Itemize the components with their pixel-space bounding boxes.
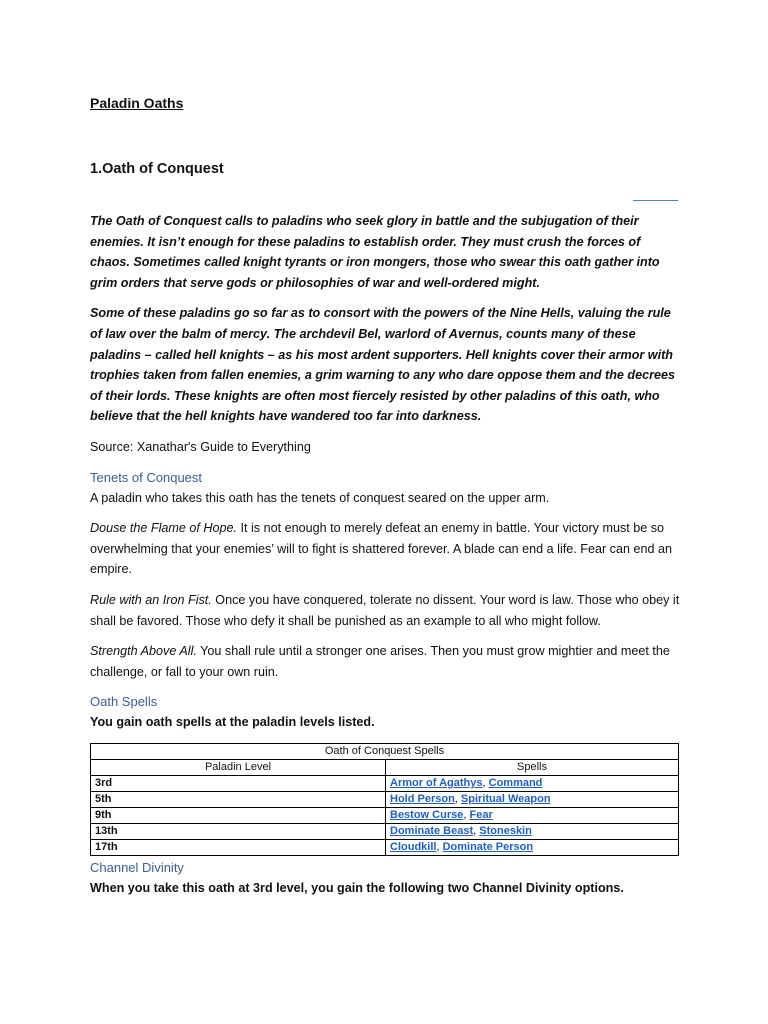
spell-link[interactable]: Fear (469, 808, 493, 821)
spell-link[interactable]: Armor of Agathys (390, 776, 483, 789)
tenet-paragraph (90, 590, 680, 631)
spell-link[interactable]: Stoneskin (479, 824, 532, 837)
intro-paragraph-1: The Oath of Conquest calls to paladins who seek glory in battle and the subjugation of their enemies. It isn’t enough for these paladins to establish order. They must crush the forces of chaos. Sometimes called knight tyrants or iron mongers, those who swear this oath gather into grim orders that serve gods or philosophies of war and well-ordered might. (90, 214, 660, 290)
tenet-paragraph (90, 518, 680, 580)
channel-divinity-heading: Channel Divinity (90, 859, 184, 875)
tenet-name: Strength Above All. (90, 644, 197, 659)
spells-cell (386, 791, 679, 807)
tenets-heading: Tenets of Conquest (90, 469, 203, 485)
tenet-text: You shall rule until a stronger one arises. Then you must grow mightier and meet the challenge, or fall to your own ruin. (90, 644, 670, 679)
spell-separator: , (436, 840, 443, 853)
spell-link[interactable]: Cloudkill (390, 840, 437, 853)
spells-cell (386, 823, 679, 839)
table-title: Oath of Conquest Spells (91, 743, 679, 759)
oath-spells-heading: Oath Spells (90, 694, 158, 710)
spells-cell (386, 807, 679, 823)
channel-divinity-intro: When you take this oath at 3rd level, you gain the following two Channel Divinity options. (90, 880, 624, 895)
level-cell: 9th (91, 807, 386, 823)
spells-cell (386, 775, 679, 791)
tenet-name: Rule with an Iron Fist. (90, 592, 212, 607)
tenet-text: It is not enough to merely defeat an enemy in battle. Your victory must be so overwhelming that your enemies’ will to fight is shattered forever. A blade can end a life. Fear can end an empire. (90, 521, 672, 577)
source-line: Source: Xanathar's Guide to Everything (90, 439, 311, 454)
spell-separator: , (473, 824, 480, 837)
spell-link[interactable]: Dominate Beast (390, 824, 474, 837)
tenet-text: Once you have conquered, tolerate no dissent. Your word is law. Those who obey it shall be favored. Those who defy it shall be punished as an example to all who might follow. (90, 592, 680, 628)
spell-link[interactable]: Bestow Curse (390, 808, 464, 821)
document-title: Paladin Oaths (90, 95, 184, 111)
tenet-paragraph (90, 641, 680, 682)
column-header-level: Paladin Level (91, 759, 386, 775)
body-content (90, 211, 680, 908)
oath-spells-table (90, 743, 679, 856)
table-row (91, 807, 679, 823)
column-header-spells: Spells (386, 759, 679, 775)
table-row (91, 823, 679, 839)
intro-paragraph-2: Some of these paladins go so far as to consort with the powers of the Nine Hells, valuing the rule of law over the balm of mercy. The archdevil Bel, warlord of Avernus, counts many of these paladins – called hell knights – as his most ardent supporters. Hell knights cover their armor with trophies taken from fallen enemies, a grim warning to any who dare oppose them and the decrees of their lords. These knights are often most fiercely resisted by other paladins of this oath, who believe that the hell knights have wandered too far into darkness. (90, 306, 676, 424)
spell-separator: , (454, 792, 461, 805)
spell-separator: , (482, 776, 489, 789)
table-row (91, 775, 679, 791)
spell-link[interactable]: Dominate Person (442, 840, 534, 853)
level-cell: 3rd (91, 775, 386, 791)
oath-spells-intro: You gain oath spells at the paladin levels listed. (90, 715, 375, 730)
spell-link[interactable]: Spiritual Weapon (460, 792, 551, 805)
spell-link[interactable]: Command (488, 776, 543, 789)
tenets-intro: A paladin who takes this oath has the tenets of conquest seared on the upper arm. (90, 490, 550, 505)
tenet-name: Douse the Flame of Hope. (90, 521, 238, 536)
table-row (91, 791, 679, 807)
level-cell: 5th (91, 791, 386, 807)
level-cell: 13th (91, 823, 386, 839)
level-cell: 17th (91, 839, 386, 855)
spells-cell (386, 839, 679, 855)
section-title: 1.Oath of Conquest (90, 161, 224, 177)
table-row (91, 839, 679, 855)
spell-separator: , (463, 808, 470, 821)
spell-link[interactable]: Hold Person (390, 792, 455, 805)
blue-rule-divider (633, 200, 678, 201)
